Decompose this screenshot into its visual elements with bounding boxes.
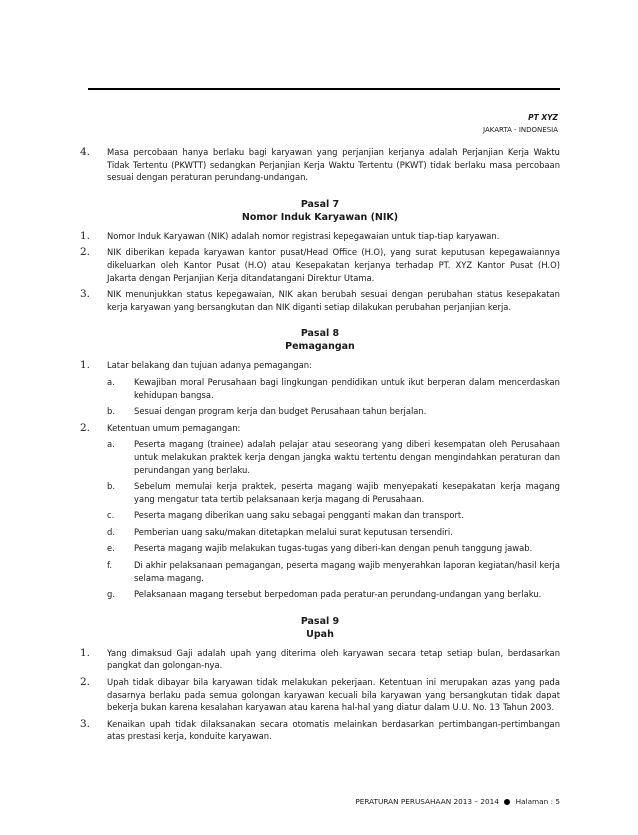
item-number: 2. [80,246,91,259]
sub-item [80,588,560,601]
sub-letter: a. [107,439,115,450]
sub-item [80,438,560,476]
sub-letter: d. [107,526,115,537]
sub-letter: b. [107,406,115,417]
pasal-title: Pasal 8 [300,328,340,340]
list-item [80,288,560,313]
sub-text: Di akhir pelaksanaan pemagangan, peserta magang wajib menyerahkan laporan kegiatan/hasil kerja selama magang. [134,560,560,583]
pasal-title: Pasal 7 [300,198,340,210]
item-number: 2. [80,676,91,689]
sub-item [80,480,560,505]
sub-letter: a. [107,376,115,387]
pasal-subtitle: Pemagangan [285,341,355,353]
company-location: JAKARTA - INDONESIA [483,126,558,134]
sub-text: Kewajiban moral Perusahaan bagi lingkungan pendidikan untuk ikut berperan dalam mencerdaskan kehidupan bangsa. [134,376,560,400]
page-footer [355,797,560,806]
list-item [80,676,560,714]
sub-item [80,559,560,584]
item-number: 3. [80,717,91,730]
company-name: PT XYZ [528,113,558,122]
sub-letter: g. [107,589,115,600]
document-body [80,146,560,747]
sub-text: Peserta magang (trainee) adalah pelajar atau seseorang yang diberi kesempatan oleh Perusahaan untuk melakukan praktek kerja dengan jangka waktu tertentu dengan mengindahkan peraturan dan perundangan yang berlaku. [134,439,560,475]
sub-letter: e. [107,543,115,554]
item-number: 1. [80,646,91,659]
intro-item [80,146,560,184]
sub-text: Sesuai dengan program kerja dan budget Perusahaan tahun berjalan. [134,406,427,417]
sub-letter: f. [107,560,113,571]
list-item [80,422,560,435]
sub-item [80,376,560,401]
sub-letter: c. [107,510,115,521]
item-text: Nomor Induk Karyawan (NIK) adalah nomor registrasi kepegawaian untuk tiap-tiap karyawan. [107,230,500,241]
sub-item [80,405,560,418]
list-item [80,230,560,243]
item-number: 1. [80,229,91,242]
footer-document-title: PERATURAN PERUSAHAAN 2013 – 2014 [355,797,499,806]
item-text: Yang dimaksud Gaji adalah upah yang diterima oleh karyawan secara tetap setiap bulan, berdasarkan pangkat dan golongan-nya. [107,647,560,671]
item-text: Masa percobaan hanya berlaku bagi karyawan yang perjanjian kerjanya adalah Perjanjian Kerja Waktu Tidak Tertentu (PKWTT) sedangkan Perjanjian Kerja Waktu Tertentu (PKWT) tidak berlaku masa percobaan sesuai dengan peraturan perundang-undangan. [107,147,560,183]
pasal-subtitle: Nomor Induk Karyawan (NIK) [241,211,399,223]
sub-item [80,542,560,555]
list-item [80,718,560,743]
list-item [80,647,560,672]
pasal-title: Pasal 9 [300,615,340,627]
footer-page-number: Halaman : 5 [515,797,560,806]
item-number: 1. [80,359,91,372]
item-text: Ketentuan umum pemagangan: [107,422,241,433]
sub-text: Pemberian uang saku/makan ditetapkan melalui surat keputusan tersendiri. [134,526,453,537]
item-number: 2. [80,421,91,434]
header-rule [88,88,560,90]
pasal-8-heading [80,327,560,353]
item-text: Kenaikan upah tidak dilaksanakan secara otomatis melainkan berdasarkan pertimbangan-pertimbangan atas prestasi kerja, konduite karyawan. [107,718,560,742]
bullet-icon [504,799,510,805]
pasal-7-heading [80,198,560,224]
sub-text: Peserta magang diberikan uang saku sebagai pengganti makan dan transport. [134,510,464,521]
item-text: NIK diberikan kepada karyawan kantor pusat/Head Office (H.O), yang surat keputusan kepegawaiannya dikeluarkan oleh Kantor Pusat (H.O) atau Kesepakatan kerjanya terhadap PT. XYZ Kantor Pusat (H.O) Jakarta dengan Perjanjian Kerja ditandatangani Direktur Utama. [107,247,560,283]
pasal-subtitle: Upah [306,628,334,640]
sub-text: Sebelum memulai kerja praktek, peserta magang wajib menyepakati kesepakatan kerja magang yang mengatur tata tertib pelaksanaan kerja magang di Perusahaan. [134,481,560,504]
item-text: NIK menunjukkan status kepegawaian, NIK akan berubah sesuai dengan perubahan status kesepakatan kerja karyawan yang bersangkutan dan NIK diganti setiap dilakukan perubahan perjanjian kerja. [107,289,560,312]
sub-text: Pelaksanaan magang tersebut berpedoman pada peratur-an perundang-undangan yang berlaku. [134,589,542,600]
sub-item [80,509,560,522]
item-number: 3. [80,288,91,301]
item-text: Latar belakang dan tujuan adanya pemagangan: [107,360,312,371]
pasal-9-heading [80,615,560,641]
sub-letter: b. [107,481,115,492]
item-text: Upah tidak dibayar bila karyawan tidak melakukan pekerjaan. Ketentuan ini merupakan azas yang pada dasarnya berlaku pada semua golongan karyawan kecuali bila karyawan yang bersangkutan tidak dapat bekerja bukan karena kesalahan karyawan atau karena hal-hal yang diatur dalam U.U. No. 13 Tahun 2003. [107,677,560,713]
list-item [80,359,560,372]
sub-text: Peserta magang wajib melakukan tugas-tugas yang diberi-kan dengan penuh tanggung jawab. [134,543,533,554]
list-item [80,246,560,284]
item-number: 4. [80,146,91,158]
sub-item [80,526,560,539]
